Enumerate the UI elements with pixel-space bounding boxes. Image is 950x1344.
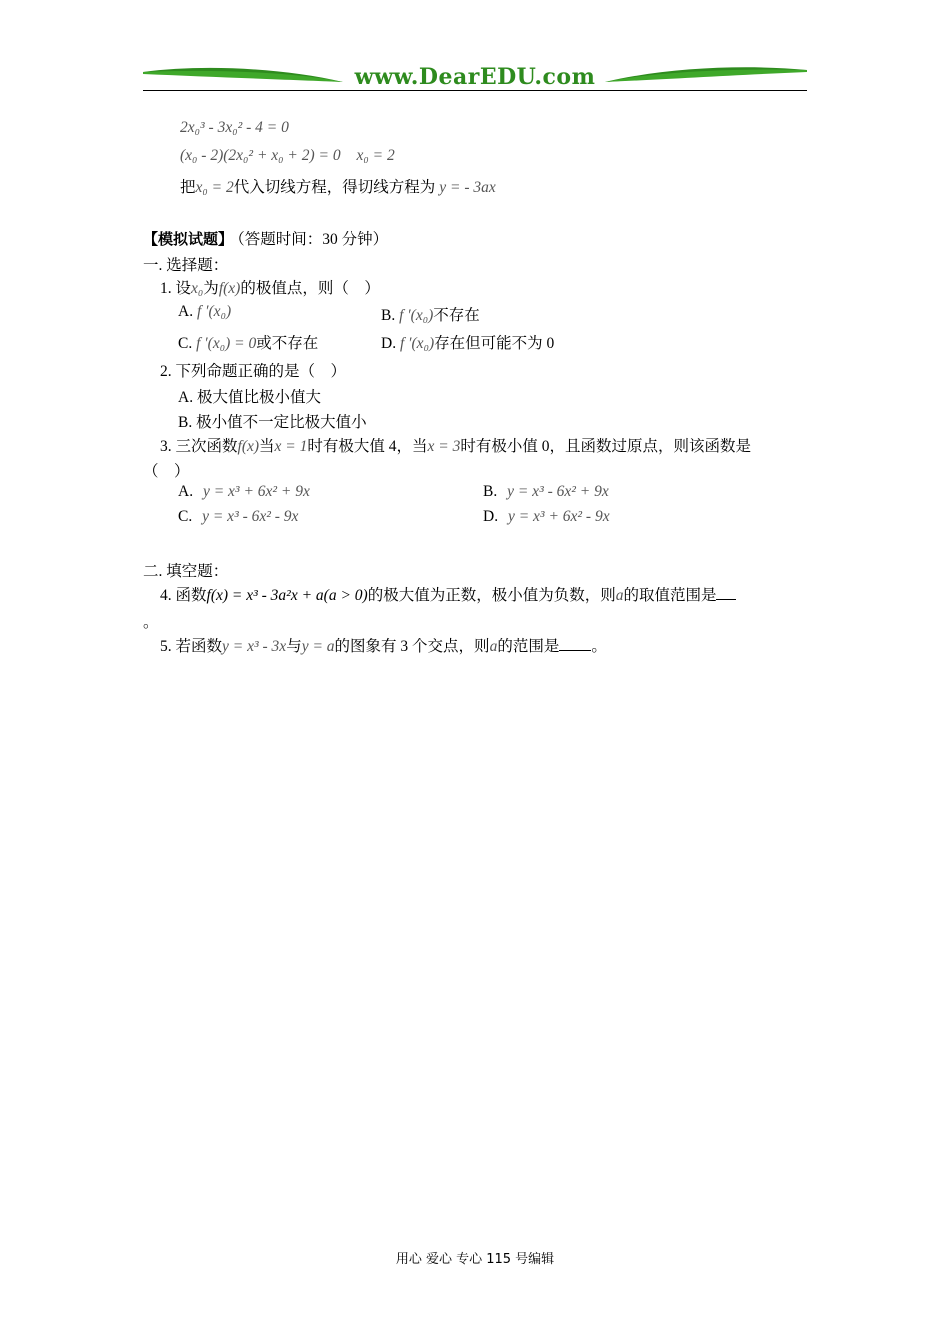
q3-option-d bbox=[483, 508, 610, 526]
text: 的极大值为正数，极小值为负数，则 bbox=[367, 587, 616, 604]
text: 的图象有 3 个交点，则 bbox=[334, 638, 490, 655]
solution-line-1 bbox=[180, 119, 289, 137]
section-note: （答题时间：30 分钟） bbox=[237, 231, 389, 248]
solution-line-3 bbox=[180, 175, 496, 197]
text: 或不存在 bbox=[256, 335, 319, 352]
math: f ′(x₀) bbox=[399, 307, 434, 324]
math: y = a bbox=[301, 638, 335, 655]
text: 时有极大值 4，当 bbox=[307, 438, 428, 455]
question-3 bbox=[160, 434, 751, 456]
option-label: D. bbox=[483, 508, 499, 525]
math: a bbox=[615, 587, 624, 604]
question-2: 2. 下列命题正确的是（ ） bbox=[160, 363, 347, 380]
text: 代入切线方程，得切线方程为 bbox=[233, 179, 436, 196]
header-banner bbox=[143, 60, 807, 92]
answer-blank[interactable] bbox=[716, 587, 736, 600]
math: f ′(x₀) bbox=[196, 303, 232, 320]
text: 把 bbox=[180, 179, 196, 196]
math: y = x³ - 3x bbox=[222, 638, 287, 655]
math: y = x³ - 6x² + 9x bbox=[507, 483, 609, 500]
q1-option-a bbox=[178, 303, 231, 321]
option-label: B. bbox=[381, 307, 396, 324]
text: 。 bbox=[591, 638, 607, 655]
text: 为 bbox=[203, 280, 219, 297]
math: f ′(x₀) = 0 bbox=[196, 335, 257, 352]
text: 当 bbox=[259, 438, 275, 455]
math: x = 1 bbox=[274, 438, 308, 455]
math-equation: x₀ = 2 bbox=[195, 179, 234, 196]
answer-blank[interactable] bbox=[559, 638, 591, 651]
text: 的取值范围是 bbox=[623, 587, 717, 604]
option-label: C. bbox=[178, 335, 193, 352]
math: f ′(x₀) bbox=[399, 335, 435, 352]
site-logo: www.DearEDU.com bbox=[354, 64, 596, 90]
text: 与 bbox=[286, 638, 302, 655]
question-5 bbox=[160, 634, 607, 656]
option-label: D. bbox=[381, 335, 397, 352]
page-footer: 用心 爱心 专心 115 号编辑 bbox=[395, 1252, 555, 1267]
text: 3. 三次函数 bbox=[160, 438, 238, 455]
math: a bbox=[489, 638, 498, 655]
section-title: 【模拟试题】 bbox=[143, 230, 234, 248]
math-equation: (x₀ - 2)(2x₀² + x₀ + 2) = 0 bbox=[180, 147, 341, 164]
text: 4. 函数 bbox=[160, 587, 207, 604]
q1-option-b bbox=[381, 303, 480, 325]
part-heading: 二. 填空题： bbox=[143, 563, 229, 580]
text: 的范围是 bbox=[497, 638, 560, 655]
question-1 bbox=[160, 276, 380, 298]
text: 5. 若函数 bbox=[160, 638, 223, 655]
math-equation: 2x₀³ - 3x₀² - 4 = 0 bbox=[180, 119, 289, 136]
math: x = 3 bbox=[427, 438, 461, 455]
math-equation: x₀ = 2 bbox=[356, 147, 395, 164]
text: 时有极小值 0，且函数过原点，则该函数是 bbox=[460, 438, 752, 455]
q2-option-b: B. 极小值不一定比极大值小 bbox=[178, 414, 367, 431]
math-equation: y = - 3ax bbox=[439, 179, 496, 196]
q3-option-b bbox=[483, 483, 609, 501]
option-label: B. bbox=[483, 483, 498, 500]
math: y = x³ + 6x² - 9x bbox=[507, 508, 610, 525]
text: 不存在 bbox=[433, 307, 480, 324]
math: f(x) = x³ - 3a²x + a(a > 0) bbox=[206, 587, 368, 604]
option-label: A. bbox=[178, 303, 194, 320]
math: y = x³ - 6x² - 9x bbox=[202, 508, 299, 525]
q1-option-d bbox=[381, 331, 554, 353]
text: 1. 设 bbox=[160, 280, 192, 297]
solution-line-2 bbox=[180, 147, 395, 165]
section-heading bbox=[143, 227, 388, 249]
q2-option-a: A. 极大值比极小值大 bbox=[178, 389, 321, 406]
text: 存在但可能不为 0 bbox=[434, 335, 555, 352]
question-4 bbox=[160, 583, 736, 605]
q3-answer-paren: （ ） bbox=[143, 463, 190, 480]
math: f(x) bbox=[237, 438, 260, 455]
part-heading: 一. 选择题： bbox=[143, 257, 229, 274]
math: y = x³ + 6x² + 9x bbox=[202, 483, 310, 500]
q3-option-a bbox=[178, 483, 310, 501]
option-label: C. bbox=[178, 508, 193, 525]
header-rule bbox=[143, 90, 807, 91]
q4-period: 。 bbox=[143, 614, 159, 631]
math: f(x) bbox=[218, 280, 241, 297]
q3-option-c bbox=[178, 508, 298, 526]
q1-option-c bbox=[178, 331, 318, 353]
option-label: A. bbox=[178, 483, 194, 500]
text: 的极值点，则（ ） bbox=[240, 280, 380, 297]
math: x₀ bbox=[191, 280, 204, 297]
